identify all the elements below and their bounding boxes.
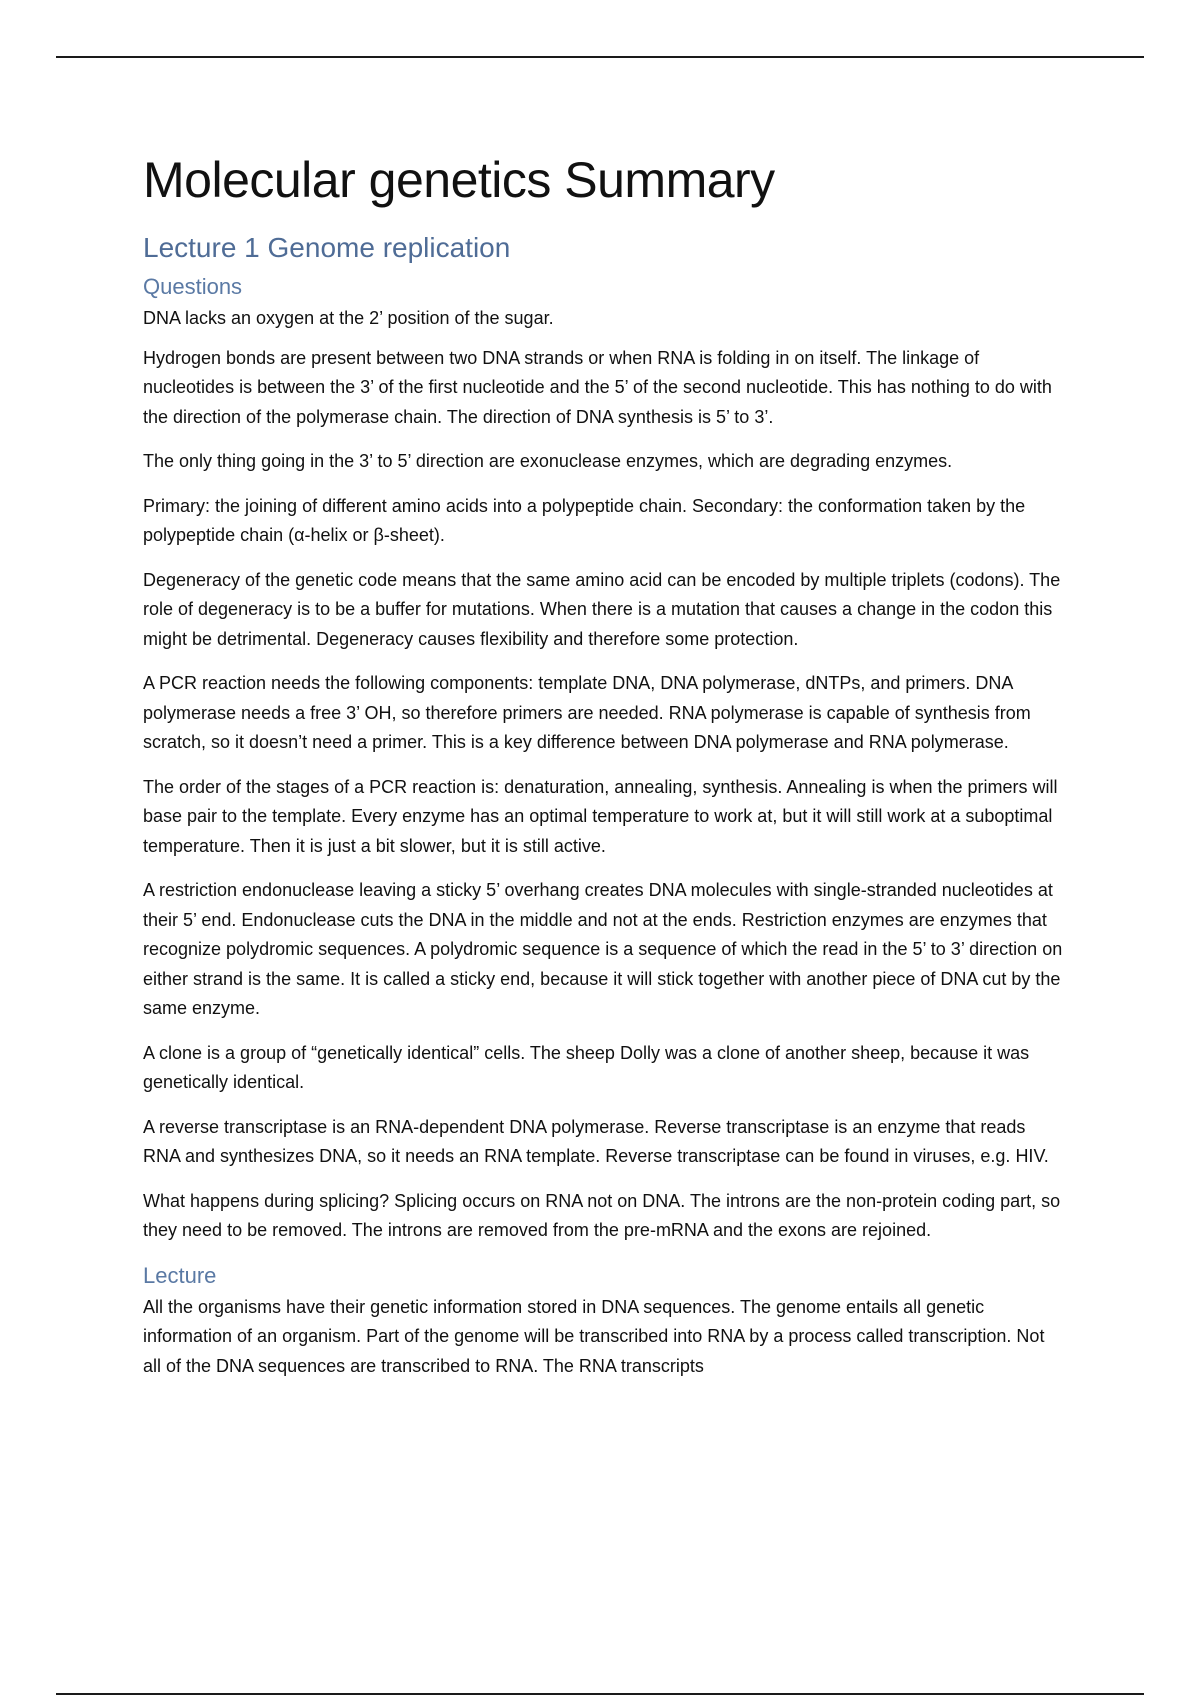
paragraph-pcr-stages: The order of the stages of a PCR reaction is: denaturation, annealing, synthesis. Annealing is when the primers will base pair to the template. Every enzyme has an optimal temperature to work at, but it will still work at a suboptimal temperature. Then it is just a bit slower, but it is still active.	[143, 776, 1058, 856]
paragraph-protein-structure: Primary: the joining of different amino acids into a polypeptide chain. Secondary: the conformation taken by the polypeptide chain (α-helix or β-sheet).	[143, 495, 1026, 545]
lecture-heading: Lecture 1 Genome replication	[143, 232, 511, 263]
lecture-section-heading: Lecture	[143, 1262, 217, 1288]
document-title: Molecular genetics Summary	[143, 152, 775, 208]
paragraph-hydrogen-bonds: Hydrogen bonds are present between two DNA strands or when RNA is folding in on itself. The linkage of nucleotides is between the 3’ of the first nucleotide and the 5’ of the second nucleotide. This has nothing to do with the direction of the polymerase chain. The direction of DNA synthesis is 5’ to 3’.	[143, 347, 1052, 427]
bottom-rule	[56, 1693, 1144, 1695]
paragraph-clone: A clone is a group of “genetically identical” cells. The sheep Dolly was a clone of another sheep, because it was genetically identical.	[143, 1042, 1030, 1092]
paragraph-reverse-transcriptase: A reverse transcriptase is an RNA-dependent DNA polymerase. Reverse transcriptase is an enzyme that reads RNA and synthesizes DNA, so it needs an RNA template. Reverse transcriptase can be found in viruses, e.g. HIV.	[143, 1116, 1049, 1166]
paragraph-splicing: What happens during splicing? Splicing occurs on RNA not on DNA. The introns are the non-protein coding part, so they need to be removed. The introns are removed from the pre-mRNA and the exons are rejoined.	[143, 1190, 1061, 1240]
document-body	[143, 140, 1063, 1396]
paragraph-exonuclease: The only thing going in the 3’ to 5’ direction are exonuclease enzymes, which are degrading enzymes.	[143, 451, 953, 471]
top-rule	[56, 56, 1144, 58]
paragraph-restriction-endonuclease: A restriction endonuclease leaving a sticky 5’ overhang creates DNA molecules with single-stranded nucleotides at their 5’ end. Endonuclease cuts the DNA in the middle and not at the ends. Restriction enzymes are enzymes that recognize polydromic sequences. A polydromic sequence is a sequence of which the read in the 5’ to 3’ direction on either strand is the same. It is called a sticky end, because it will stick together with another piece of DNA cut by the same enzyme.	[143, 880, 1063, 1018]
paragraph-pcr-components: A PCR reaction needs the following components: template DNA, DNA polymerase, dNTPs, and primers. DNA polymerase needs a free 3’ OH, so therefore primers are needed. RNA polymerase is capable of synthesis from scratch, so it doesn’t need a primer. This is a key difference between DNA polymerase and RNA polymerase.	[143, 673, 1031, 752]
paragraph-lecture-intro: All the organisms have their genetic information stored in DNA sequences. The genome entails all genetic information of an organism. Part of the genome will be transcribed into RNA by a process called transcription. Not all of the DNA sequences are transcribed to RNA. The RNA transcripts	[143, 1296, 1045, 1376]
questions-heading: Questions	[143, 274, 243, 299]
paragraph-sugar: DNA lacks an oxygen at the 2’ position of the sugar.	[143, 308, 554, 328]
paragraph-degeneracy: Degeneracy of the genetic code means that the same amino acid can be encoded by multiple triplets (codons). The role of degeneracy is to be a buffer for mutations. When there is a mutation that causes a change in the codon this might be detrimental. Degeneracy causes flexibility and therefore some protection.	[143, 569, 1061, 649]
